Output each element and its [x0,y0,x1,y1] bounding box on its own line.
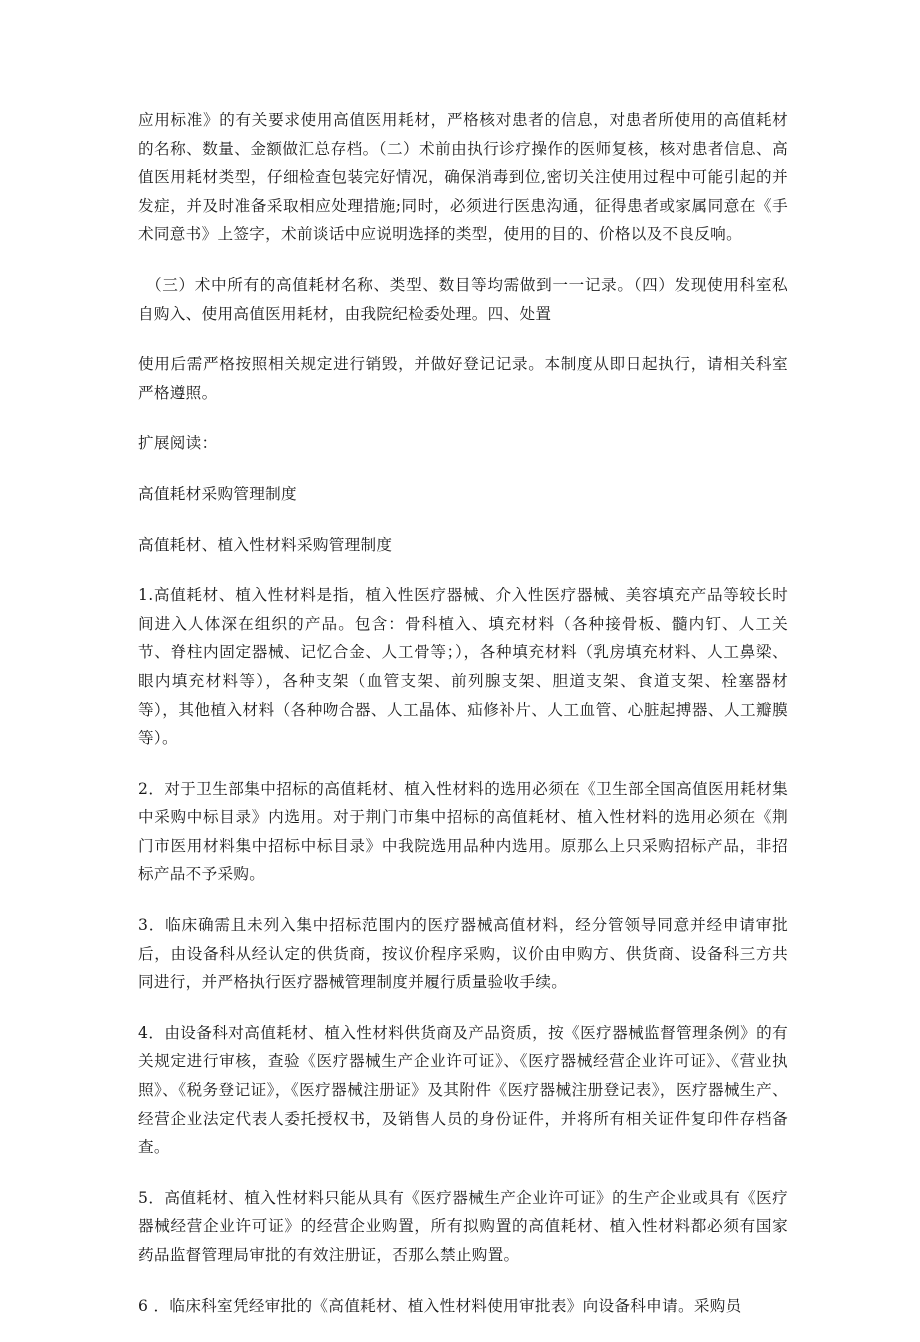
list-item-licensed-sources: 5．高值耗材、植入性材料只能从具有《医疗器械生产企业许可证》的生产企业或具有《医疗器械经营企业许可证》的经营企业购置，所有拟购置的高值耗材、植入性材料都必须有国家药品监督管理局审批的有效注册证，否那么禁止购置。 [138,1188,788,1264]
list-item-department-application: 6 ．临床科室凭经审批的《高值耗材、植入性材料使用审批表》向设备科申请。采购员 [138,1296,742,1315]
paragraph-disposal: 使用后需严格按照相关规定进行销毁，并做好登记记录。本制度从即日起执行，请相关科室严格遵照。 [138,355,788,402]
document-body [138,106,788,1342]
section-title-implant-procurement: 高值耗材、植入性材料采购管理制度 [138,535,393,554]
list-item-non-tender-purchase: 3．临床确需且未列入集中招标范围内的医疗器械高值材料，经分管领导同意并经申请审批后，由设备科从经认定的供货商，按议价程序采购，议价由申购方、供货商、设备科三方共同进行，并严格执行医疗器械管理制度并履行质量验收手续。 [138,916,788,992]
list-item-definition: 1.高值耗材、植入性材料是指，植入性医疗器械、介入性医疗器械、美容填充产品等较长时间进入人体深在组织的产品。包含：骨科植入、填充材料（各种接骨板、髓内钉、人工关节、脊柱内固定器械、记忆合金、人工骨等；），各种填充材料（乳房填充材料、人工鼻梁、眼内填充材料等），各种支架（血管支架、前列腺支架、胆道支架、食道支架、栓塞器材等），其他植入材料（各种吻合器、人工晶体、疝修补片、人工血管、心脏起搏器、人工瓣膜等）。 [138,586,788,748]
extended-reading-label: 扩展阅读： [138,434,218,453]
list-item-supplier-review: 4．由设备科对高值耗材、植入性材料供货商及产品资质，按《医疗器械监督管理条例》的有关规定进行审核，查验《医疗器械生产企业许可证》、《医疗器械经营企业许可证》、《营业执照》、《税务登记证》，《医疗器械注册证》及其附件《医疗器械注册登记表》，医疗器械生产、经营企业法定代表人委托授权书，及销售人员的身份证件，并将所有相关证件复印件存档备查。 [138,1023,788,1157]
paragraph-intraoperative-record: （三）术中所有的高值耗材名称、类型、数目等均需做到一一记录。（四）发现使用科室私自购入、使用高值医用耗材，由我院纪检委处理。四、处置 [138,275,788,323]
list-item-tender-selection: 2．对于卫生部集中招标的高值耗材、植入性材料的选用必须在《卫生部全国高值医用耗材集中采购中标目录》内选用。对于荆门市集中招标的高值耗材、植入性材料的选用必须在《荆门市医用材料集中招标中标目录》中我院选用品种内选用。原那么上只采购招标产品，非招标产品不予采购。 [138,779,788,884]
paragraph-usage-standard: 应用标准》的有关要求使用高值医用耗材，严格核对患者的信息，对患者所使用的高值耗材的名称、数量、金额做汇总存档。（二）术前由执行诊疗操作的医师复核，核对患者信息、高值医用耗材类型，仔细检查包装完好情况，确保消毒到位,密切关注使用过程中可能引起的并发症，并及时准备采取相应处理措施;同时，必须进行医患沟通，征得患者或家属同意在《手术同意书》上签字，术前谈话中应说明选择的类型，使用的目的、价格以及不良反响。 [138,111,788,244]
section-title-procurement: 高值耗材采购管理制度 [138,484,297,503]
